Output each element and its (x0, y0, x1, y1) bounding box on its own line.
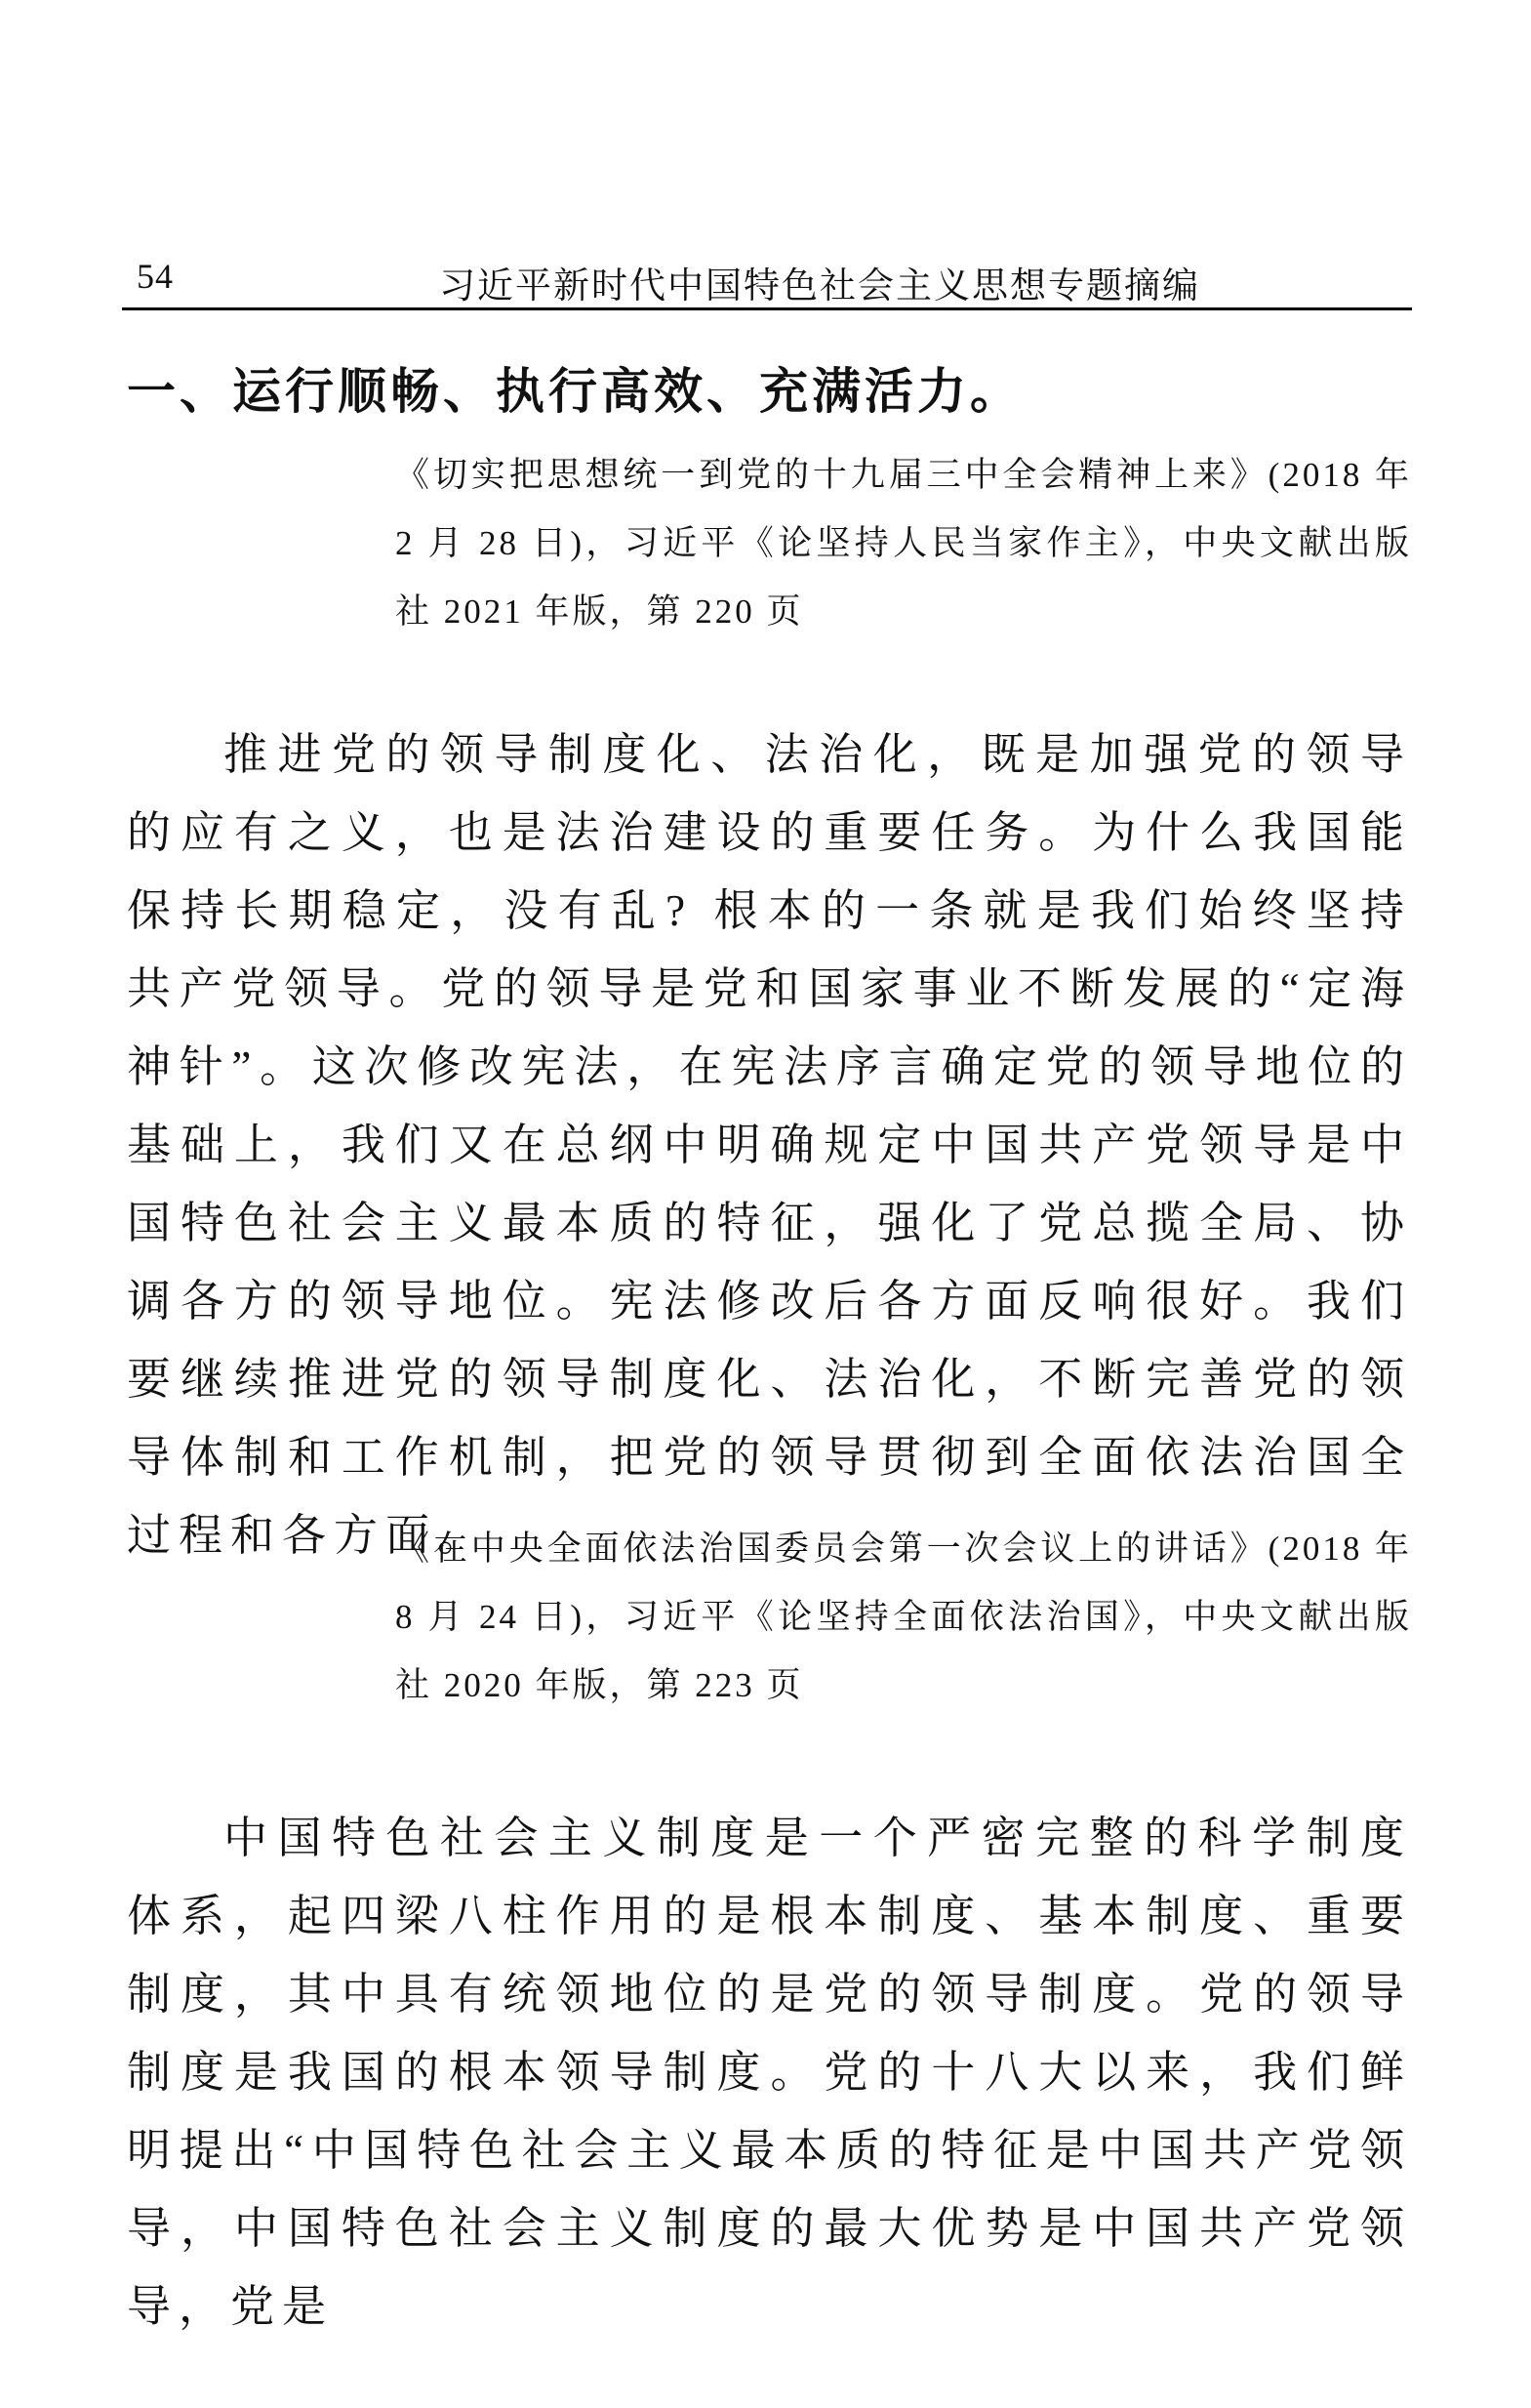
citation-source-1: 《切实把思想统一到党的十九届三中全会精神上来》(2018 年 2 月 28 日)，习近平《论坚持人民当家作主》，中央文献出版社 2021 年版，第 220 页 (395, 456, 1412, 631)
page-header (0, 256, 1531, 305)
section-heading: 一、运行顺畅、执行高效、充满活力。 (127, 364, 1023, 419)
body-paragraph-2: 中国特色社会主义制度是一个严密完整的科学制度体系，起四梁八柱作用的是根本制度、基本制度、重要制度，其中具有统领地位的是党的领导制度。党的领导制度是我国的根本领导制度。党的十八大以来，我们鲜明提出“中国特色社会主义最本质的特征是中国共产党领导，中国特色社会主义制度的最大优势是中国共产党领导，党是 (127, 1814, 1412, 2331)
citation-source-2: 《在中央全面依法治国委员会第一次会议上的讲话》(2018 年 8 月 24 日)，习近平《论坚持全面依法治国》，中央文献出版社 2020 年版，第 223 页 (395, 1530, 1412, 1704)
running-title: 习近平新时代中国特色社会主义思想专题摘编 (439, 266, 1200, 306)
page-number: 54 (137, 257, 174, 296)
body-paragraph-1: 推进党的领导制度化、法治化，既是加强党的领导的应有之义，也是法治建设的重要任务。为什么我国能保持长期稳定，没有乱? 根本的一条就是我们始终坚持共产党领导。党的领导是党和国家事业不断发展的“定海神针”。这次修改宪法，在宪法序言确定党的领导地位的基础上，我们又在总纲中明确规定中国共产党领导是中国特色社会主义最本质的特征，强化了党总揽全局、协调各方的领导地位。宪法修改后各方面反响很好。我们要继续推进党的领导制度化、法治化，不断完善党的领导体制和工作机制，把党的领导贯彻到全面依法治国全过程和各方面。 (127, 730, 1412, 1560)
header-divider (122, 307, 1412, 310)
